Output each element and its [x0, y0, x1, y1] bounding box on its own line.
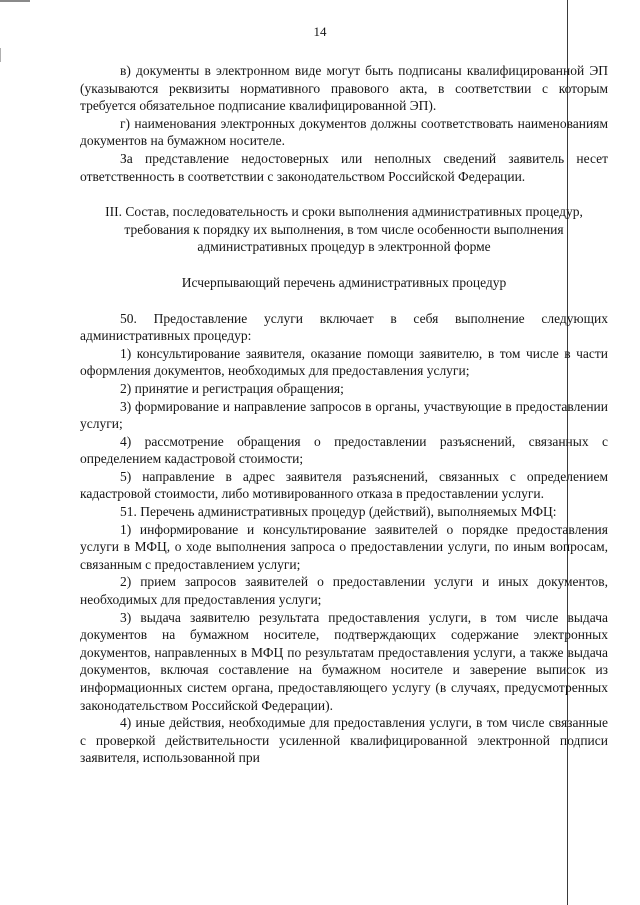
scan-mark-top-left — [0, 0, 30, 2]
list-item-50-3: 3) формирование и направление запросов в органы, участвующие в предоставлении услуги; — [80, 398, 608, 432]
scan-mark-left — [0, 48, 1, 62]
paragraph-item-g: г) наименования электронных документов должны соответствовать наименованиям документов на бумажном носителе. — [80, 115, 608, 149]
subsection-heading: Исчерпывающий перечень административных процедур — [181, 274, 507, 290]
paragraph-50: 50. Предоставление услуги включает в себя выполнение следующих административных процедур: — [80, 310, 608, 344]
list-item-50-1: 1) консультирование заявителя, оказание помощи заявителю, в том числе в части оформления документов, необходимых для предоставления услуги; — [80, 345, 608, 379]
paragraph-51: 51. Перечень административных процедур (действий), выполняемых МФЦ: — [120, 504, 557, 520]
list-item-50-2: 2) принятие и регистрация обращения; — [120, 380, 344, 396]
list-item-51-4: 4) иные действия, необходимые для предоставления услуги, в том числе связанные с проверкой действительности усиленной квалифицированной электронной подписи заявителя, использованной при — [80, 715, 608, 766]
page-number: 14 — [313, 24, 327, 39]
list-item-51-1: 1) информирование и консультирование заявителей о порядке предоставления услуги в МФЦ, о ходе выполнения запроса о предоставлении услуги, по иным вопросам, связанным с предоставлением услуги; — [80, 521, 608, 572]
paragraph-item-v: в) документы в электронном виде могут быть подписаны квалифицированной ЭП (указываются реквизиты нормативного правового акта, в соответствии с которым требуется обязательное подписание квалифицированной ЭП). — [80, 63, 608, 114]
document-body — [80, 62, 608, 767]
list-item-51-3: 3) выдача заявителю результата предоставления услуги, в том числе выдача документов на бумажном носителе, подтверждающих содержание электронных документов, направленных в МФЦ по результатам предоставления услуги, а также выдача документов, включая составление на бумажном носителе и заверение выписок из информационных систем органа, предоставляющего услугу (в случаях, предусмотренных законодательством Российской Федерации). — [80, 609, 608, 713]
list-item-50-5: 5) направление в адрес заявителя разъяснений, связанных с определением кадастровой стоимости, либо мотивированного отказа в предоставлении услуги. — [80, 468, 608, 502]
section-heading: III. Состав, последовательность и сроки выполнения административных процедур, требования к порядку их выполнения, в том числе особенности выполнения административных процедур в электронной форме — [105, 204, 583, 255]
paragraph-responsibility: За представление недостоверных или неполных сведений заявитель несет ответственность в соответствии с законодательством Российской Федерации. — [80, 150, 608, 184]
list-item-51-2: 2) прием запросов заявителей о предоставлении услуги и иных документов, необходимых для предоставления услуги; — [80, 574, 608, 608]
list-item-50-4: 4) рассмотрение обращения о предоставлении разъяснений, связанных с определением кадастровой стоимости; — [80, 433, 608, 467]
